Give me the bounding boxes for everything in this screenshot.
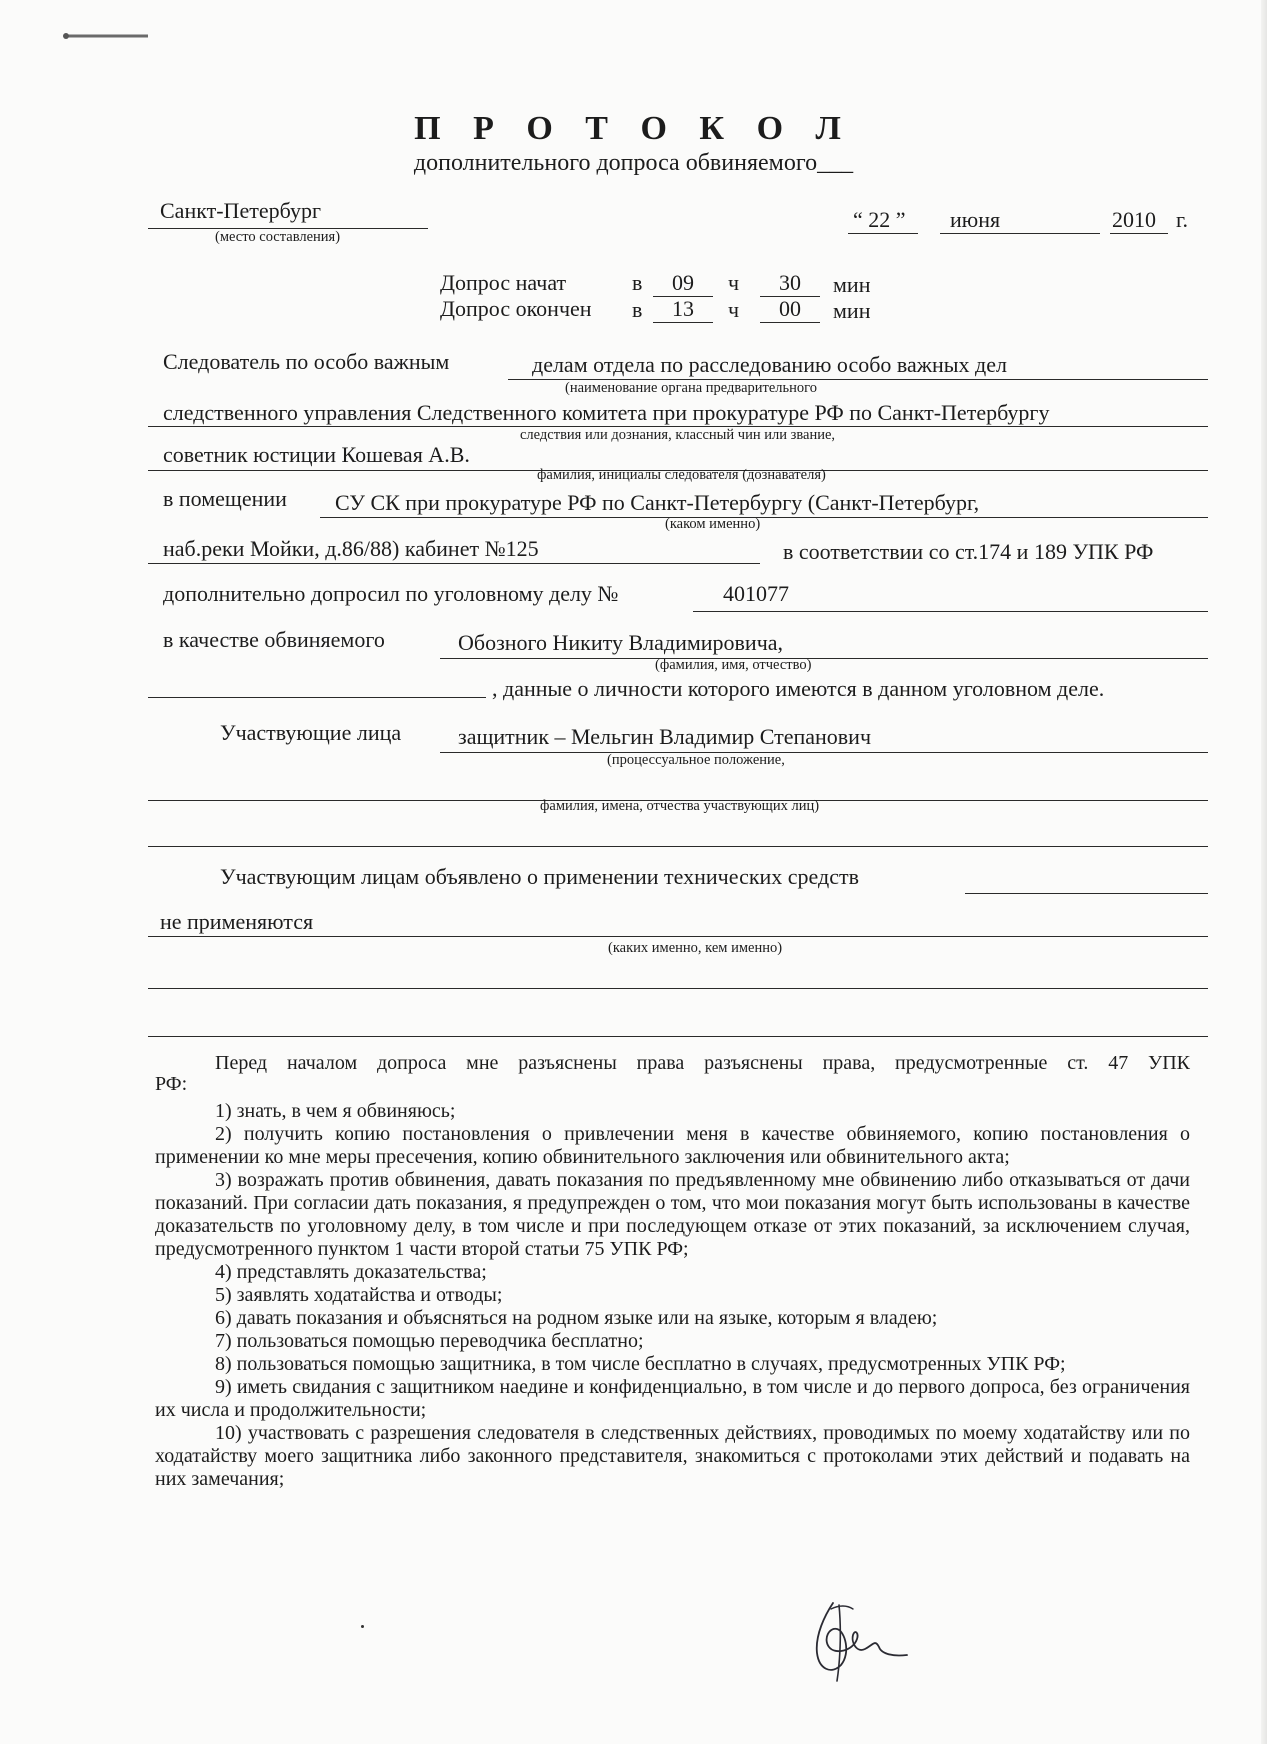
case-number: 401077 bbox=[723, 581, 789, 606]
date-day: “ 22 ” bbox=[853, 207, 906, 232]
premises-line2: наб.реки Мойки, д.86/88) кабинет №125 bbox=[163, 536, 539, 561]
end-hour-unit: ч bbox=[728, 297, 740, 322]
technical-label: Участвующим лицам объявлено о применении технических средств bbox=[220, 864, 859, 889]
premises-underline2 bbox=[148, 563, 760, 564]
technical-underline bbox=[965, 893, 1208, 894]
rights-item: 7) пользоваться помощью переводчика бесплатно; bbox=[215, 1330, 644, 1352]
case-number-underline bbox=[693, 611, 1208, 612]
accused-name: Обозного Никиту Владимировича, bbox=[458, 630, 784, 655]
premises-line1: СУ СК при прокуратуре РФ по Санкт-Петербургу (Санкт-Петербург, bbox=[335, 490, 980, 515]
end-minute-underline bbox=[760, 322, 820, 323]
ink-dot bbox=[361, 1625, 364, 1628]
end-hour-underline bbox=[653, 322, 713, 323]
rights-item: 1) знать, в чем я обвиняюсь; bbox=[215, 1100, 456, 1122]
premises-underline1 bbox=[320, 517, 1208, 518]
case-label: дополнительно допросил по уголовному делу № bbox=[163, 581, 619, 606]
document-title: П Р О Т О К О Л bbox=[414, 110, 853, 147]
participants-underline bbox=[440, 752, 1208, 753]
participants-label: Участвующие лица bbox=[220, 720, 402, 745]
rights-item: 8) пользоваться помощью защитника, в том числе бесплатно в случаях, предусмотренных УПК РФ; bbox=[215, 1353, 1066, 1375]
rights-item: 10) участвовать с разрешения следователя в следственных действиях, проводимых по моему ходатайству или по ходатайству моего защитника либо законного представителя, знакомиться с протоколами этих действий и подавать на них замечания; bbox=[155, 1422, 1190, 1490]
investigator-caption2: следствия или дознания, классный чин или звание, bbox=[520, 427, 836, 443]
rights-item: 4) представлять доказательства; bbox=[215, 1261, 487, 1283]
end-hour: 13 bbox=[672, 296, 694, 321]
technical-value: не применяются bbox=[160, 909, 314, 934]
signature bbox=[795, 1595, 915, 1685]
premises-accordance: в соответствии со ст.174 и 189 УПК РФ bbox=[783, 539, 1154, 564]
accused-caption: (фамилия, имя, отчество) bbox=[655, 657, 812, 673]
start-minute: 30 bbox=[779, 270, 801, 295]
date-year-underline bbox=[1110, 233, 1168, 234]
accused-blank-line bbox=[148, 697, 486, 698]
date-month-underline bbox=[940, 233, 1100, 234]
participants-caption1: (процессуальное положение, bbox=[607, 752, 785, 768]
accused-label: в качестве обвиняемого bbox=[163, 627, 385, 652]
end-prep: в bbox=[632, 297, 643, 322]
investigator-caption1: (наименование органа предварительного bbox=[565, 380, 817, 396]
premises-caption: (каком именно) bbox=[665, 516, 761, 532]
start-hour: 09 bbox=[672, 270, 694, 295]
technical-blank-line2 bbox=[148, 1036, 1208, 1037]
date-month: июня bbox=[950, 207, 1001, 232]
date-year-suffix: г. bbox=[1176, 207, 1189, 232]
rights-item: 3) возражать против обвинения, давать показания по предъявленному мне обвинению либо отказываться от дачи показаний. При согласии дать показания, я предупрежден о том, что мои показания могут быть использованы в качестве доказательств по уголовному делу, в том числе и при последующем отказе от этих показаний, за исключением случая, предусмотренного пунктом 1 части второй статьи 75 УПК РФ; bbox=[155, 1169, 1190, 1260]
rights-section bbox=[155, 1052, 1190, 1491]
technical-caption: (каких именно, кем именно) bbox=[608, 940, 783, 956]
place-caption: (место составления) bbox=[215, 229, 341, 245]
investigator-label: Следователь по особо важным bbox=[163, 349, 450, 374]
participants-blank-line2 bbox=[148, 846, 1208, 847]
document-subtitle: дополнительного допроса обвиняемого___ bbox=[413, 150, 854, 176]
date-day-underline bbox=[848, 233, 918, 234]
staple-mark bbox=[62, 30, 152, 44]
technical-value-underline bbox=[148, 936, 1208, 937]
interrogation-end-label: Допрос окончен bbox=[440, 296, 592, 321]
end-minute-unit: мин bbox=[833, 298, 871, 323]
premises-label: в помещении bbox=[163, 486, 287, 511]
participants-caption2: фамилия, имена, отчества участвующих лиц) bbox=[540, 798, 820, 814]
start-prep: в bbox=[632, 270, 643, 295]
investigator-line1: делам отдела по расследованию особо важных дел bbox=[532, 352, 1007, 377]
start-minute-unit: мин bbox=[833, 272, 871, 297]
place-value: Санкт-Петербург bbox=[160, 198, 321, 223]
rights-item: 6) давать показания и объясняться на родном языке или на языке, которым я владею; bbox=[215, 1307, 938, 1329]
start-hour-unit: ч bbox=[728, 270, 740, 295]
investigator-caption3: фамилия, инициалы следователя (дознавателя) bbox=[537, 467, 826, 483]
investigator-line2: следственного управления Следственного комитета при прокуратуре РФ по Санкт-Петербургу bbox=[163, 400, 1050, 425]
accused-tail: , данные о личности которого имеются в данном уголовном деле. bbox=[492, 676, 1105, 701]
interrogation-start-label: Допрос начат bbox=[440, 270, 567, 295]
rights-item: 9) иметь свидания с защитником наедине и конфиденциально, в том числе и до первого допроса, без ограничения их числа и продолжительности; bbox=[155, 1376, 1190, 1421]
technical-blank-line1 bbox=[148, 988, 1208, 989]
rights-intro: Перед началом допроса мне разъяснены права разъяснены права, предусмотренные ст. 47 УПК bbox=[215, 1052, 1190, 1074]
rights-intro-tail: РФ: bbox=[155, 1073, 188, 1095]
accused-underline bbox=[440, 658, 1208, 659]
end-minute: 00 bbox=[779, 296, 801, 321]
rights-item: 2) получить копию постановления о привлечении меня в качестве обвиняемого, копию постановления о применении ко мне меры пресечения, копию обвинительного заключения или обвинительного акта; bbox=[155, 1123, 1190, 1168]
participants-value: защитник – Мельгин Владимир Степанович bbox=[458, 724, 872, 749]
rights-item: 5) заявлять ходатайства и отводы; bbox=[215, 1284, 503, 1306]
investigator-name: советник юстиции Кошевая А.В. bbox=[163, 442, 470, 467]
scan-edge-shadow bbox=[1261, 0, 1267, 1744]
date-year: 2010 bbox=[1112, 207, 1156, 232]
